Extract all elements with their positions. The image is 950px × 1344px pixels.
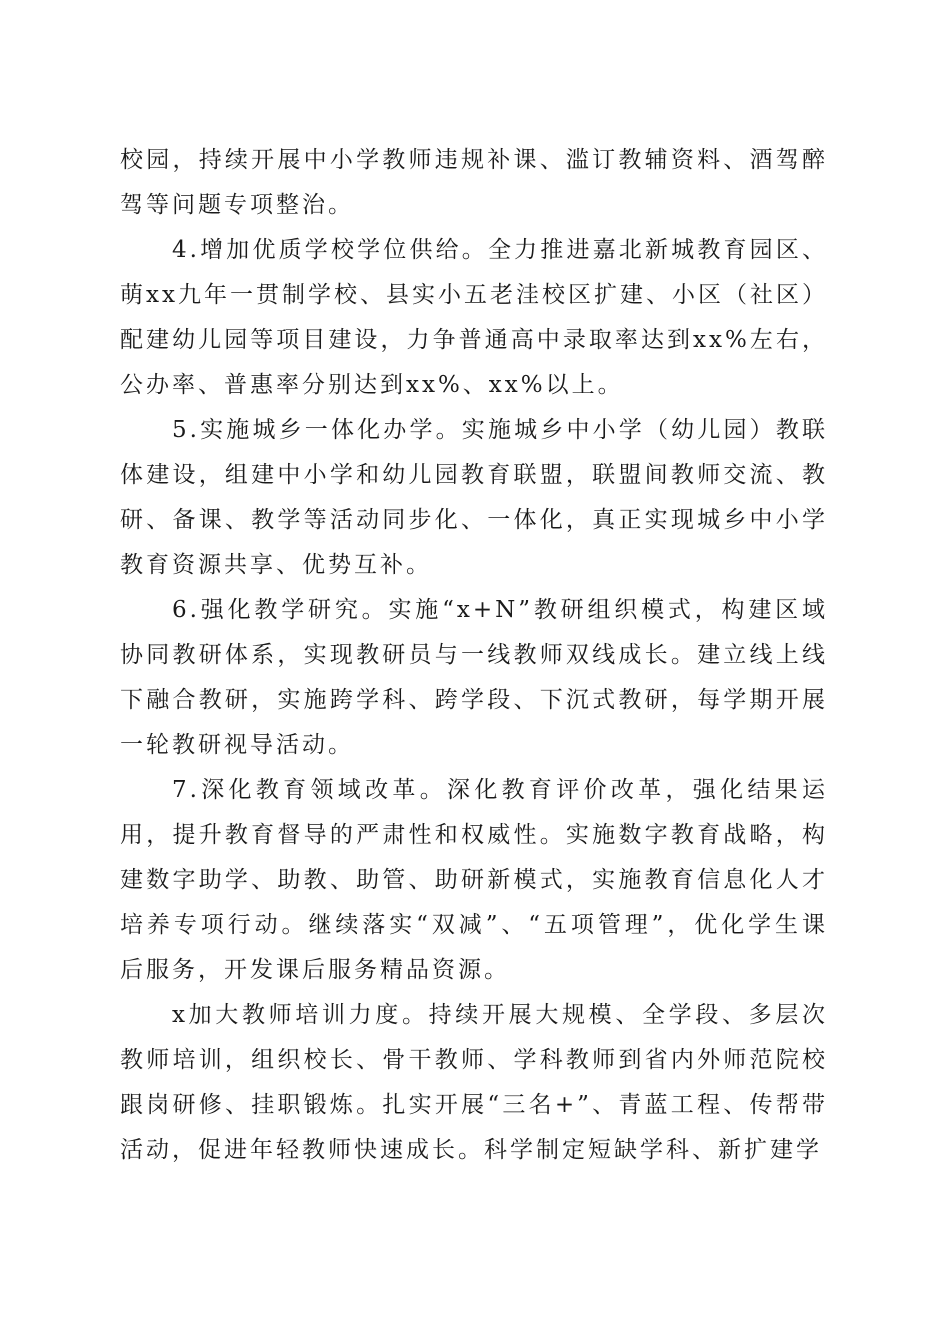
paragraph-item-5: 5.实施城乡一体化办学。实施城乡中小学（幼儿园）教联体建设，组建中小学和幼儿园教育联盟，联盟间教师交流、教研、备课、教学等活动同步化、一体化，真正实现城乡中小学教育资源共享、优势互补。 bbox=[120, 417, 828, 578]
document-body bbox=[120, 138, 828, 1173]
paragraph-item-7: 7.深化教育领域改革。深化教育评价改革，强化结果运用，提升教育督导的严肃性和权威性。实施数字教育战略，构建数字助学、助教、助管、助研新模式，实施教育信息化人才培养专项行动。继续落实“双减”、“五项管理”，优化学生课后服务，开发课后服务精品资源。 bbox=[120, 777, 828, 983]
paragraph-item-4: 4.增加优质学校学位供给。全力推进嘉北新城教育园区、萌xx九年一贯制学校、县实小五老洼校区扩建、小区（社区）配建幼儿园等项目建设，力争普通高中录取率达到xx%左右，公办率、普惠率分别达到xx%、xx%以上。 bbox=[120, 237, 828, 398]
paragraph-item-6: 6.强化教学研究。实施“x+N”教研组织模式，构建区域协同教研体系，实现教研员与一线教师双线成长。建立线上线下融合教研，实施跨学科、跨学段、下沉式教研，每学期开展一轮教研视导活动。 bbox=[120, 597, 828, 758]
paragraph-continuation: 校园，持续开展中小学教师违规补课、滥订教辅资料、酒驾醉驾等问题专项整治。 bbox=[120, 147, 828, 218]
paragraph-item-8: x加大教师培训力度。持续开展大规模、全学段、多层次教师培训，组织校长、骨干教师、学科教师到省内外师范院校跟岗研修、挂职锻炼。扎实开展“三名+”、青蓝工程、传帮带活动，促进年轻教师快速成长。科学制定短缺学科、新扩建学 bbox=[120, 1002, 828, 1163]
